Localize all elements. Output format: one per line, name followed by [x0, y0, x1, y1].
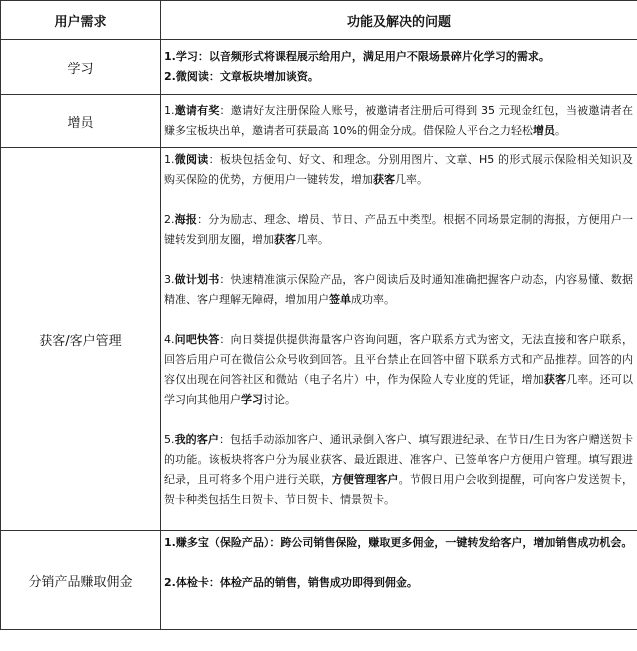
table-row: [1, 95, 637, 148]
table-row: [1, 148, 637, 531]
table-row: [1, 531, 637, 630]
requirement-cell: 获客/客户管理: [1, 148, 161, 531]
header-row: [1, 1, 637, 40]
feature-item: 4.问吧快答：向日葵提供提供海量客户咨询问题，客户联系方式为密文，无法直接和客户联系，回答后用户可在微信公众号收到回答。且平台禁止在回答中留下联系方式和产品推荐。回答的内容仅出现在问答社区和微站（电子名片）中，作为保险人专业度的凭证，增加获客几率。还可以学习向其他用户学习讨论。: [164, 333, 634, 406]
feature-item: 3.做计划书：快速精准演示保险产品，客户阅读后及时通知准确把握客户动态，内容易懂、数据精准、客户理解无障碍，增加用户签单成功率。: [164, 273, 634, 306]
feature-item: 1.微阅读：板块包括金句、好文、和理念。分别用图片、文章、H5 的形式展示保险相关知识及购买保险的优势，方便用户一键转发，增加获客几率。: [164, 153, 634, 186]
feature-cell: [161, 95, 637, 148]
requirement-cell: 分销产品赚取佣金: [1, 531, 161, 630]
feature-cell: [161, 40, 637, 95]
requirement-cell: 学习: [1, 40, 161, 95]
feature-item: 1.学习：以音频形式将课程展示给用户，满足用户不限场景碎片化学习的需求。: [164, 50, 550, 63]
feature-item: 1.赚多宝（保险产品）：跨公司销售保险，赚取更多佣金，一键转发给客户，增加销售成功机会。: [164, 536, 633, 549]
feature-item: 5.我的客户：包括手动添加客户、通讯录倒入客户、填写跟进纪录、在节日/生日为客户赠送贺卡的功能。该板块将客户分为展业获客、最近跟进、准客户、已签单客户方便用户管理。填写跟进纪录，且可将多个用户进行关联，方便管理客户。节假日用户会收到提醒，可向客户发送贺卡，贺卡种类包括生日贺卡、节日贺卡、情景贺卡。: [164, 433, 634, 506]
requirement-cell: 增员: [1, 95, 161, 148]
feature-cell: [161, 531, 637, 630]
feature-item: 2.海报：分为励志、理念、增员、节日、产品五中类型。根据不同场景定制的海报，方便用户一键转发到朋友圈，增加获客几率。: [164, 213, 634, 246]
feature-item: 1.邀请有奖：邀请好友注册保险人账号，被邀请者注册后可得到 35 元现金红包，当被邀请者在赚多宝板块出单，邀请者可获最高 10%的佣金分成。借保险人平台之力轻松增员。: [164, 104, 633, 137]
feature-item: 2.微阅读：文章板块增加谈资。: [164, 70, 319, 83]
table-row: [1, 40, 637, 95]
header-user-requirement: 用户需求: [1, 1, 161, 40]
feature-item: 2.体检卡：体检产品的销售，销售成功即得到佣金。: [164, 576, 418, 589]
header-features: 功能及解决的问题: [161, 1, 637, 40]
feature-cell: [161, 148, 637, 531]
